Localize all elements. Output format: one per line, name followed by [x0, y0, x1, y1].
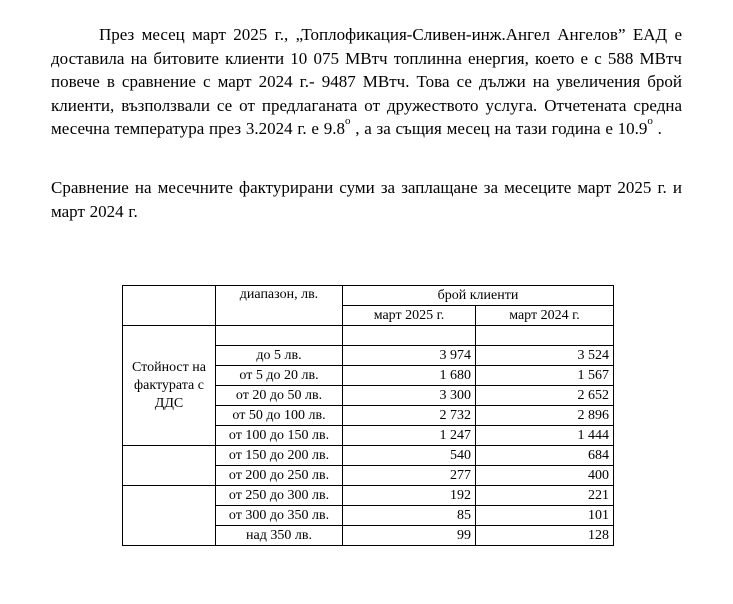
range-cell: от 150 до 200 лв.: [216, 446, 343, 466]
row-group-blank: [123, 486, 216, 546]
table-row: [123, 486, 614, 506]
intro-paragraph: [51, 23, 682, 141]
intro-text-end: .: [652, 119, 662, 138]
intro-text-middle: , а за същия месец на тази година е 10.9: [350, 119, 648, 138]
value-2025-cell: 3 974: [343, 346, 476, 366]
spacer-cell: [343, 326, 476, 346]
row-group-label: Стойност на фактурата с ДДС: [123, 326, 216, 446]
table-corner-cell: [123, 286, 216, 326]
range-cell: от 300 до 350 лв.: [216, 506, 343, 526]
row-group-blank: [123, 446, 216, 486]
range-cell: от 50 до 100 лв.: [216, 406, 343, 426]
table-row: [123, 446, 614, 466]
value-2025-cell: 277: [343, 466, 476, 486]
value-2025-cell: 85: [343, 506, 476, 526]
value-2025-cell: 2 732: [343, 406, 476, 426]
comparison-caption: Сравнение на месечните фактурирани суми за заплащане за месеците март 2025 г. и март 2024 г.: [51, 178, 682, 221]
intro-text: През месец март 2025 г., „Топлофикация-Сливен-инж.Ангел Ангелов” ЕАД е доставила на битовите клиенти 10 075 МВтч топлинна енергия, което е с 588 МВтч повече в сравнение с март 2024 г.- 9487 МВтч. Това се дължи на увеличения брой клиенти, възползвали се от предлаганата от дружеството услуга. Отчетената средна месечна температура през 3.2024 г. е 9.8: [51, 25, 682, 138]
range-cell: от 100 до 150 лв.: [216, 426, 343, 446]
table-spacer-row: [123, 326, 614, 346]
col-header-2024: март 2024 г.: [476, 306, 614, 326]
col-header-2025: март 2025 г.: [343, 306, 476, 326]
value-2024-cell: 3 524: [476, 346, 614, 366]
value-2024-cell: 101: [476, 506, 614, 526]
value-2024-cell: 2 652: [476, 386, 614, 406]
degree-mark-2024: о: [344, 115, 351, 128]
table-header-row-1: [123, 286, 614, 306]
value-2025-cell: 1 247: [343, 426, 476, 446]
range-header: диапазон, лв.: [216, 286, 343, 326]
value-2025-cell: 99: [343, 526, 476, 546]
value-2024-cell: 128: [476, 526, 614, 546]
clients-header: брой клиенти: [343, 286, 614, 306]
spacer-cell: [476, 326, 614, 346]
value-2025-cell: 192: [343, 486, 476, 506]
range-cell: от 250 до 300 лв.: [216, 486, 343, 506]
degree-mark-2025: о: [647, 115, 653, 128]
value-2025-cell: 1 680: [343, 366, 476, 386]
value-2024-cell: 400: [476, 466, 614, 486]
range-cell: от 5 до 20 лв.: [216, 366, 343, 386]
value-2025-cell: 540: [343, 446, 476, 466]
value-2024-cell: 1 444: [476, 426, 614, 446]
spacer-cell: [216, 326, 343, 346]
value-2024-cell: 684: [476, 446, 614, 466]
range-cell: от 200 до 250 лв.: [216, 466, 343, 486]
invoice-comparison-table: [122, 285, 614, 546]
range-cell: над 350 лв.: [216, 526, 343, 546]
range-cell: до 5 лв.: [216, 346, 343, 366]
value-2024-cell: 2 896: [476, 406, 614, 426]
range-cell: от 20 до 50 лв.: [216, 386, 343, 406]
value-2024-cell: 1 567: [476, 366, 614, 386]
value-2024-cell: 221: [476, 486, 614, 506]
value-2025-cell: 3 300: [343, 386, 476, 406]
